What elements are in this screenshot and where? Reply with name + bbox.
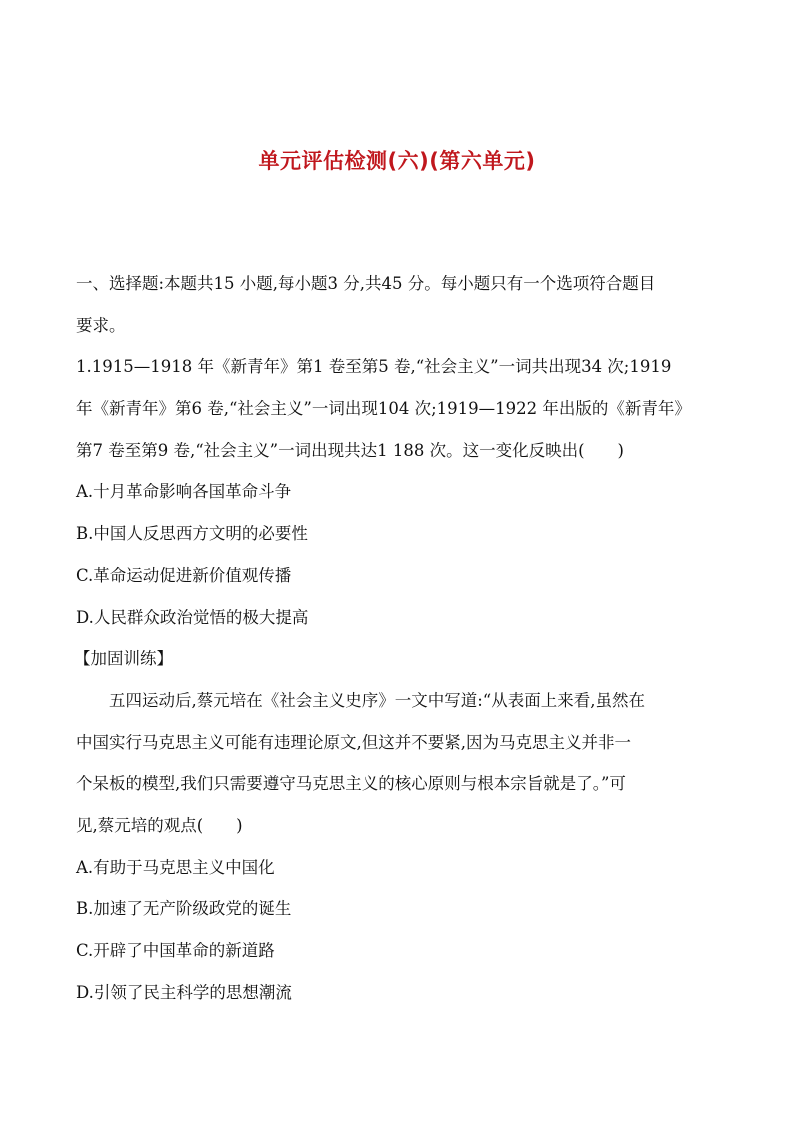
question-option-c: C.革命运动促进新价值观传播	[76, 565, 292, 585]
practice-stem-line: 中国实行马克思主义可能有违理论原文,但这并不要紧,因为马克思主义并非一	[76, 732, 631, 752]
question-stem-line: 1.1915—1918 年《新青年》第1 卷至第5 卷,“社会主义”一词共出现34 次;1919	[76, 357, 672, 377]
practice-stem-line: 个呆板的模型,我们只需要遵守马克思主义的核心原则与根本宗旨就是了。”可	[76, 774, 626, 794]
section-heading-line: 一、选择题:本题共15 小题,每小题3 分,共45 分。每小题只有一个选项符合题目	[76, 274, 656, 293]
practice-stem-line: 五四运动后,蔡元培在《社会主义史序》一文中写道:“从表面上来看,虽然在	[109, 690, 645, 710]
document-body	[76, 268, 720, 1018]
practice-stem-line: 见,蔡元培的观点( )	[76, 815, 243, 835]
question-option-d: D.人民群众政治觉悟的极大提高	[76, 607, 309, 627]
question-option-b: B.中国人反思西方文明的必要性	[76, 524, 308, 544]
practice-option-b: B.加速了无产阶级政党的诞生	[76, 899, 292, 919]
question-stem-line: 年《新青年》第6 卷,“社会主义”一词出现104 次;1919—1922 年出版的《新青年》	[76, 399, 691, 419]
practice-option-c: C.开辟了中国革命的新道路	[76, 941, 275, 960]
question-stem-line: 第7 卷至第9 卷,“社会主义”一词出现共达1 188 次。这一变化反映出( )	[76, 440, 624, 460]
practice-option-d: D.引领了民主科学的思想潮流	[76, 982, 292, 1002]
page-title: 单元评估检测(六)(第六单元)	[258, 149, 536, 173]
section-heading-line: 要求。	[76, 315, 126, 335]
practice-option-a: A.有助于马克思主义中国化	[76, 857, 275, 877]
question-option-a: A.十月革命影响各国革命斗争	[76, 482, 292, 502]
practice-label: 【加固训练】	[74, 649, 173, 669]
